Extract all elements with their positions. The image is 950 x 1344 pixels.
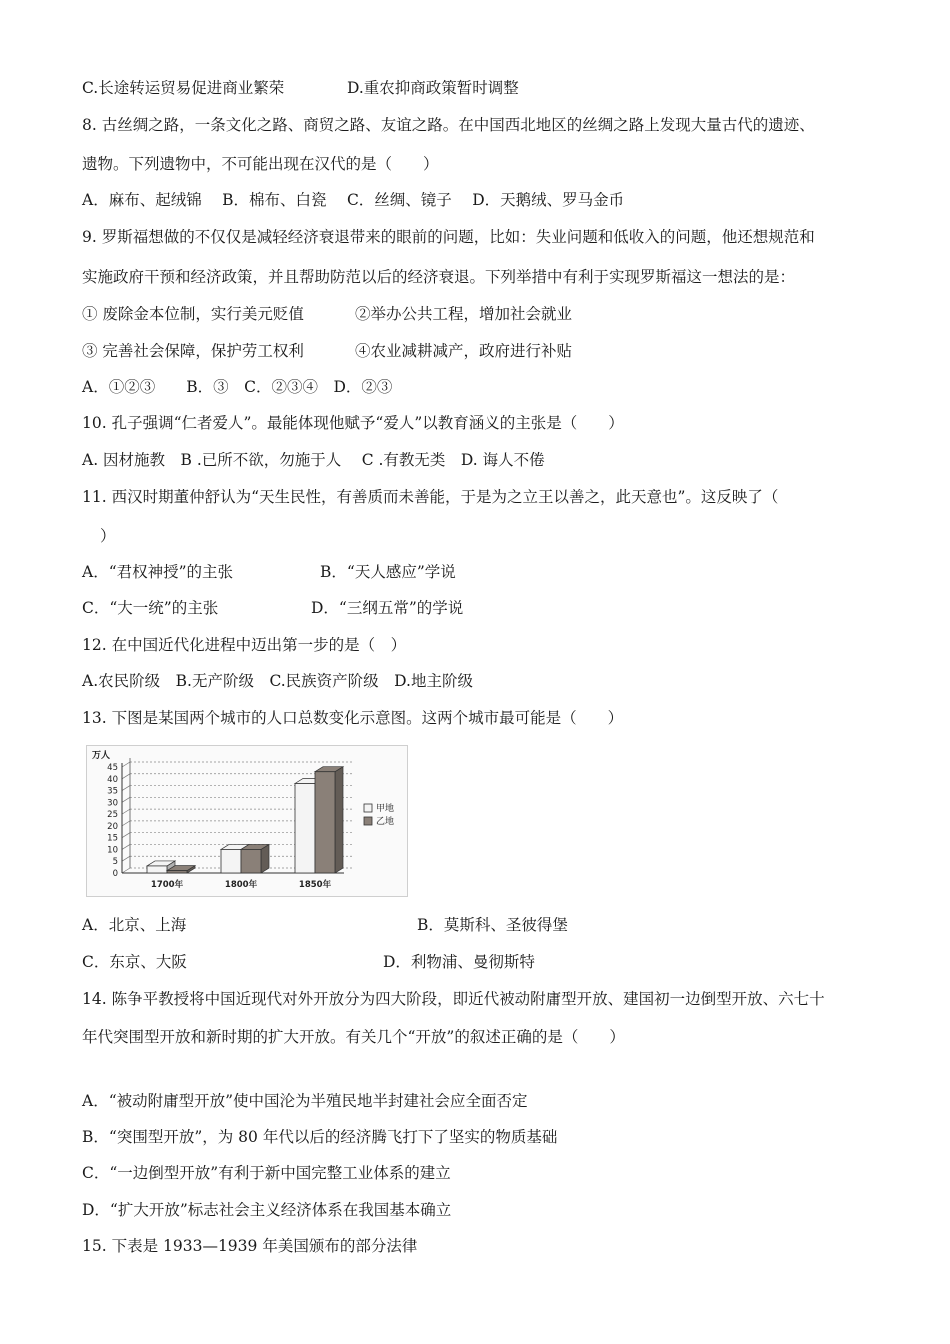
bar-乙地-1700年 <box>167 871 187 873</box>
q9-item-1: ① 废除金本位制，实行美元贬值 <box>82 305 304 323</box>
y-tick-label: 35 <box>107 786 118 797</box>
q11-stem-line2: ） <box>100 527 116 545</box>
q9-item-4: ④农业减耕减产，政府进行补贴 <box>355 342 573 360</box>
q8-stem-line2: 遗物。下列遗物中，不可能出现在汉代的是（ ） <box>82 155 439 173</box>
legend-swatch <box>364 804 372 812</box>
bar-甲地-1700年 <box>147 866 167 873</box>
y-tick-label: 15 <box>107 833 118 844</box>
y-tick-label: 0 <box>112 869 118 879</box>
y-tick-label: 10 <box>107 845 118 856</box>
y-tick-label: 20 <box>107 821 118 832</box>
q10-stem: 10. 孔子强调“仁者爱人”。最能体现他赋予“爱人”以教育涵义的主张是（ ） <box>82 414 624 432</box>
legend-label: 甲地 <box>376 804 395 814</box>
y-axis-unit-label: 万人 <box>92 751 111 761</box>
q9-item-2: ②举办公共工程，增加社会就业 <box>355 305 573 323</box>
x-tick-label: 1800年 <box>224 880 258 890</box>
population-bar-chart <box>86 745 408 897</box>
y-tick-label: 25 <box>107 810 118 821</box>
q15-stem: 15. 下表是 1933—1939 年美国颁布的部分法律 <box>82 1237 418 1255</box>
q14-option-b: B．“突围型开放”，为 80 年代以后的经济腾飞打下了坚实的物质基础 <box>82 1128 558 1146</box>
q13-option-b: B．莫斯科、圣彼得堡 <box>417 916 568 934</box>
q9-stem-line2: 实施政府干预和经济政策，并且帮助防范以后的经济衰退。下列举措中有利于实现罗斯福这一想法的是： <box>82 268 796 286</box>
bar-甲地-1850年 <box>295 783 315 873</box>
q13-stem: 13. 下图是某国两个城市的人口总数变化示意图。这两个城市最可能是（ ） <box>82 709 624 727</box>
q12-options: A.农民阶级 B.无产阶级 C.民族资产阶级 D.地主阶级 <box>82 672 473 690</box>
q9-stem-line1: 9. 罗斯福想做的不仅仅是减轻经济衰退带来的眼前的问题，比如：失业问题和低收入的问题，他还想规范和 <box>82 228 815 246</box>
x-tick-label: 1850年 <box>298 880 332 890</box>
q9-options: A．①②③ B．③ C．②③④ D．②③ <box>82 378 393 396</box>
q11-option-d: D．“三纲五常”的学说 <box>311 599 464 617</box>
q12-stem: 12. 在中国近代化进程中迈出第一步的是（ ） <box>82 636 407 654</box>
q13-option-d: D．利物浦、曼彻斯特 <box>383 953 535 971</box>
bar-side <box>335 767 343 873</box>
q14-option-a: A．“被动附庸型开放”使中国沦为半殖民地半封建社会应全面否定 <box>82 1092 528 1110</box>
q14-stem-line2: 年代突围型开放和新时期的扩大开放。有关几个“开放”的叙述正确的是（ ） <box>82 1028 625 1046</box>
q10-options: A. 因材施教 B .已所不欲，勿施于人 C .有教无类 D. 诲人不倦 <box>82 451 545 469</box>
y-tick-label: 30 <box>107 798 118 809</box>
q13-option-c: C．东京、大阪 <box>82 953 187 971</box>
q14-stem-line1: 14. 陈争平教授将中国近现代对外开放分为四大阶段，即近代被动附庸型开放、建国初一边倒型开放、六七十 <box>82 990 825 1008</box>
q7-option-d: D.重农抑商政策暂时调整 <box>347 79 519 97</box>
y-tick-label: 40 <box>107 774 118 785</box>
legend-label: 乙地 <box>376 817 395 827</box>
q8-options: A．麻布、起绒锦 B．棉布、白瓷 C．丝绸、镜子 D．天鹅绒、罗马金币 <box>82 191 625 209</box>
q11-option-b: B．“天人感应”学说 <box>320 563 456 581</box>
legend-swatch <box>364 817 372 825</box>
q11-option-a: A．“君权神授”的主张 <box>82 563 234 581</box>
bar-乙地-1850年 <box>315 772 335 873</box>
q11-stem-line1: 11. 西汉时期董仲舒认为“天生民性，有善质而未善能，于是为之立王以善之，此天意也”。这反映了（ <box>82 488 779 506</box>
q11-option-c: C．“大一统”的主张 <box>82 599 219 617</box>
y-tick-label: 45 <box>107 763 118 773</box>
y-tick-label: 5 <box>112 857 118 868</box>
q14-option-d: D．“扩大开放”标志社会主义经济体系在我国基本确立 <box>82 1201 452 1219</box>
q8-stem-line1: 8. 古丝绸之路，一条文化之路、商贸之路、友谊之路。在中国西北地区的丝绸之路上发现大量古代的遗迹、 <box>82 116 815 134</box>
q13-option-a: A．北京、上海 <box>82 916 187 934</box>
q14-option-c: C．“一边倒型开放”有利于新中国完整工业体系的建立 <box>82 1164 451 1182</box>
x-tick-label: 1700年 <box>150 880 184 890</box>
bar-甲地-1800年 <box>221 849 241 873</box>
bar-乙地-1800年 <box>241 849 261 873</box>
q9-item-3: ③ 完善社会保障，保护劳工权利 <box>82 342 304 360</box>
q7-option-c: C.长途转运贸易促进商业繁荣 <box>82 79 285 97</box>
